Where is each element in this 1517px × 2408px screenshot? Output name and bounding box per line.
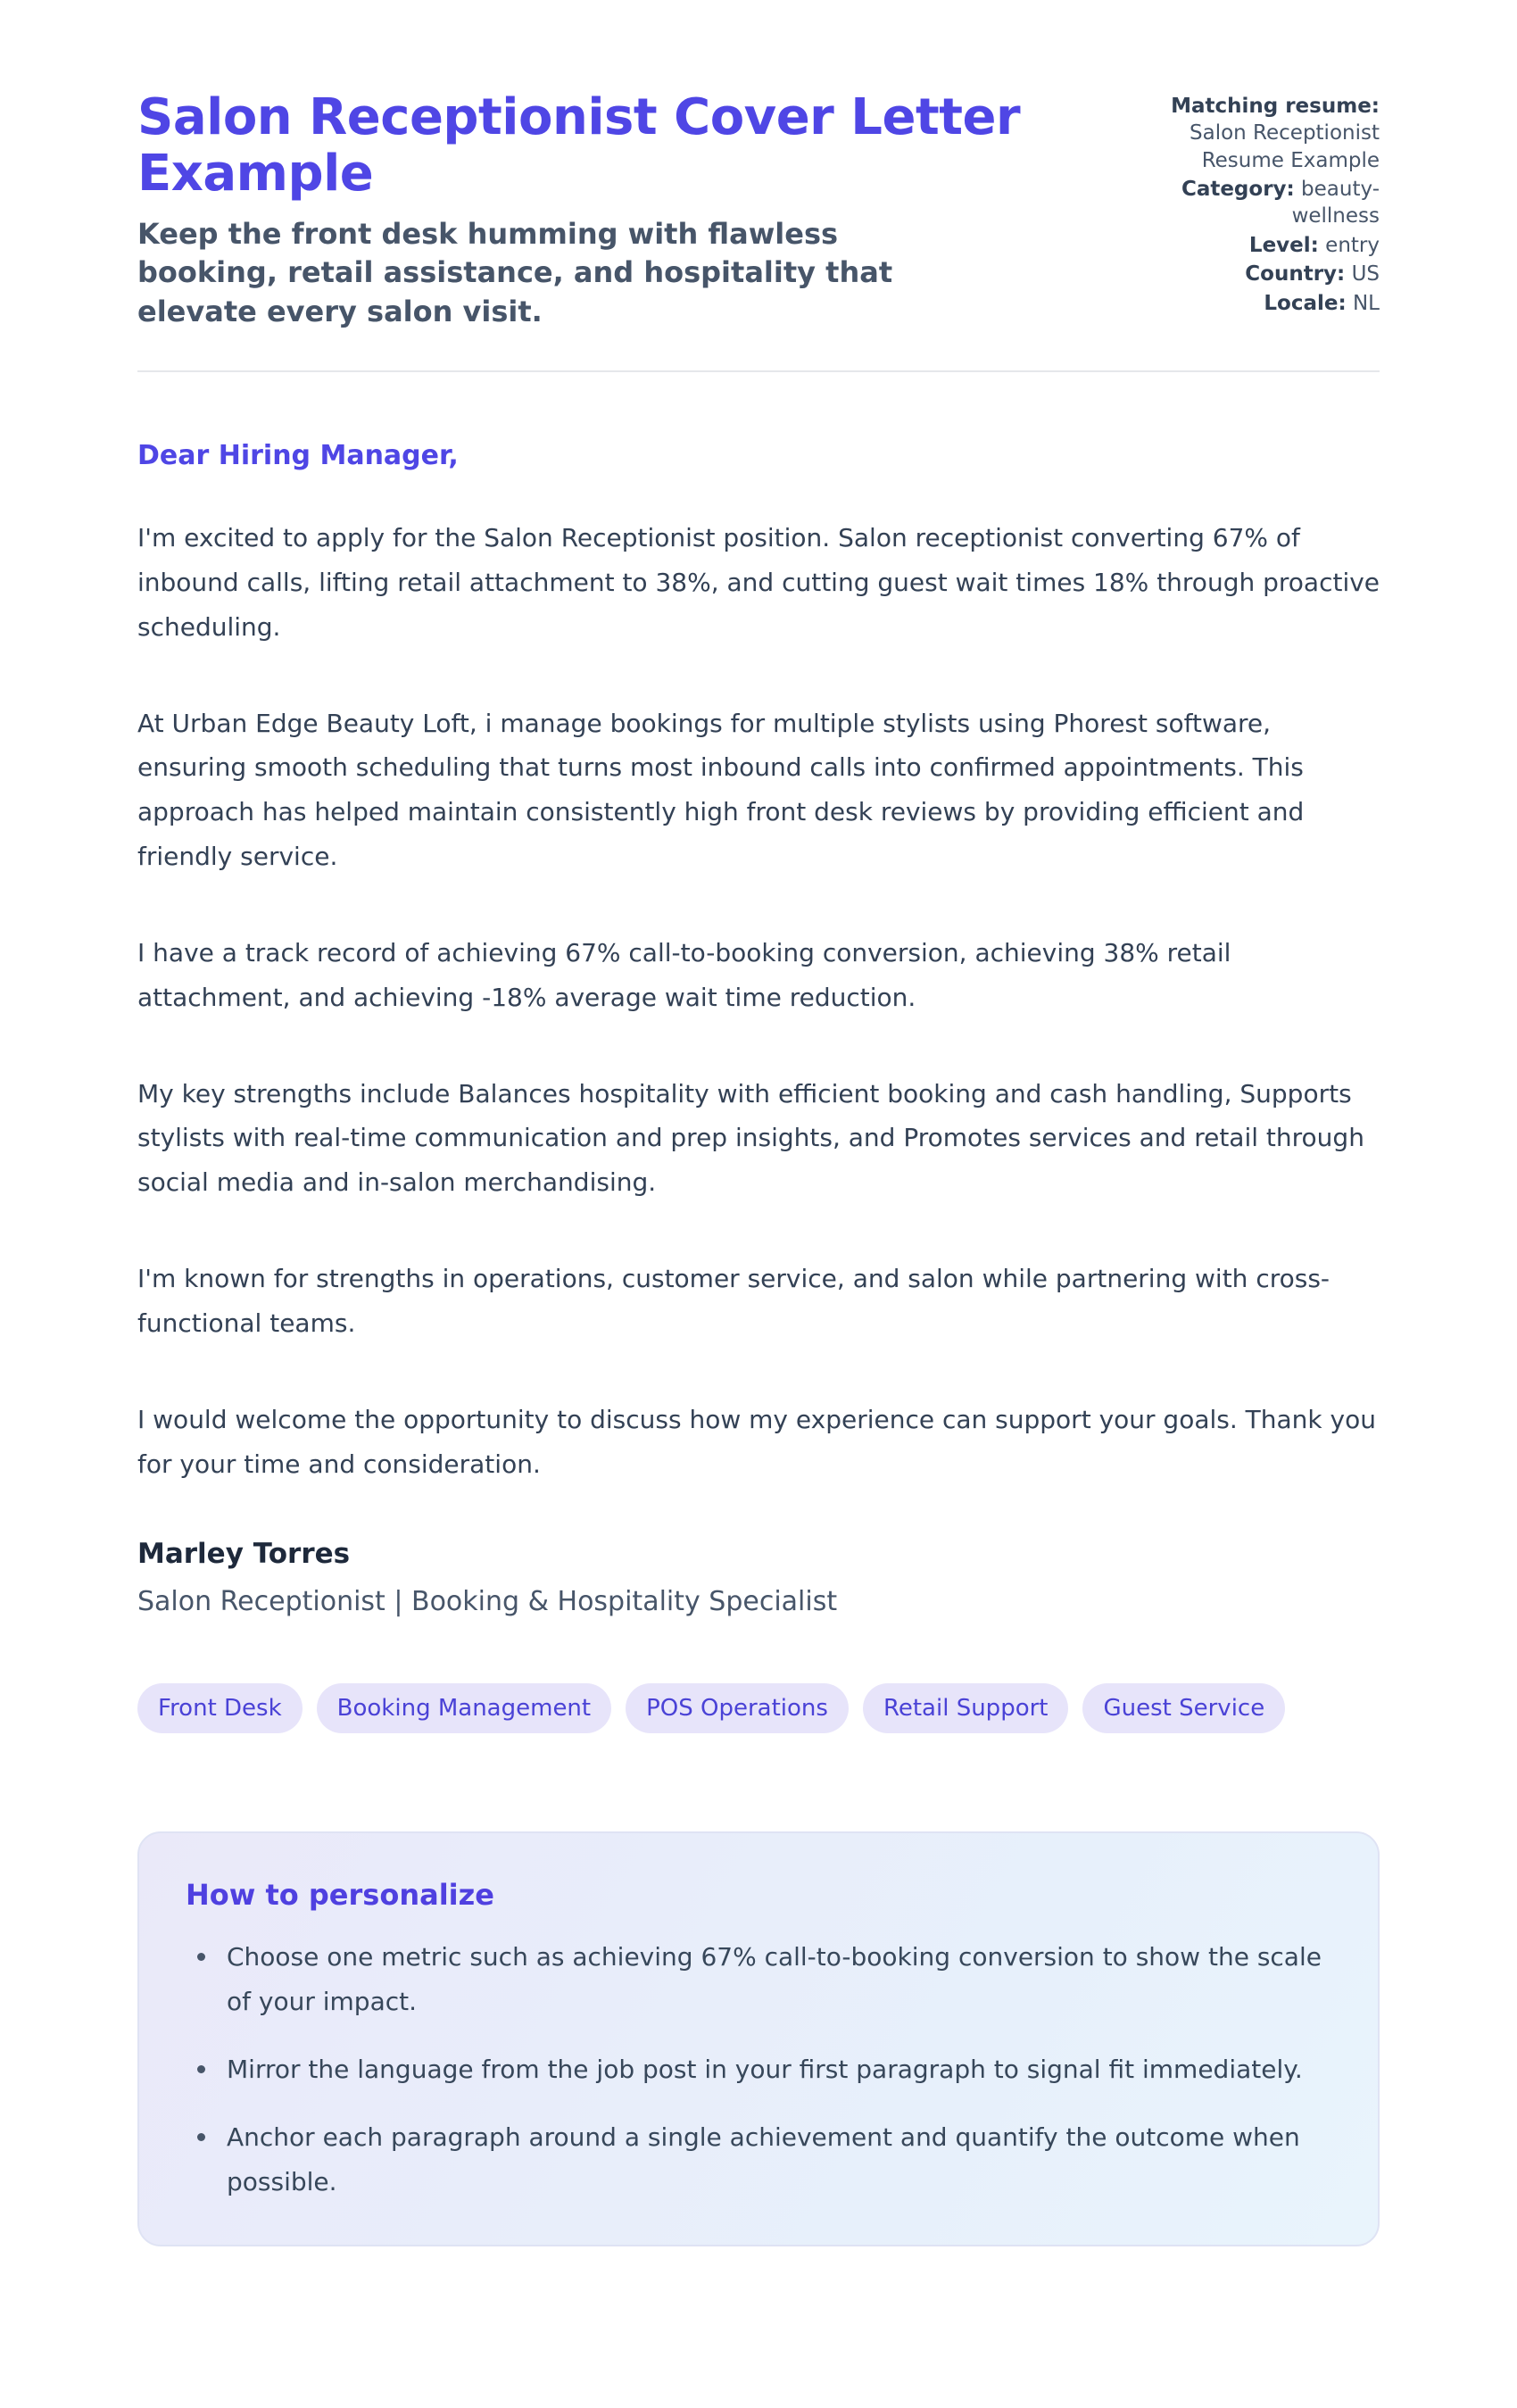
letter-paragraph: My key strengths include Balances hospitality with efficient booking and cash handling, Supports stylists with real-time communication and prep insights, and Promotes services and retail through social media and in-salon merchandising. xyxy=(137,1078,1364,1198)
meta-row xyxy=(1146,93,1380,174)
letter-paragraph: At Urban Edge Beauty Loft, i manage bookings for multiple stylists using Phorest software, ensuring smooth scheduling that turns most inbound calls into confirmed appointments. This approach has helped maintain consistently high front desk reviews by providing efficient and friendly service. xyxy=(137,708,1305,872)
meta-row xyxy=(1146,290,1380,317)
skill-tag: Booking Management xyxy=(317,1683,611,1733)
skill-tags xyxy=(137,1683,1380,1733)
personalize-tip: Choose one metric such as achieving 67% call-to-booking conversion to show the scale of your impact. xyxy=(186,1935,1331,2024)
personalize-tip-list xyxy=(186,1935,1331,2204)
page-subtitle: Keep the front desk humming with flawless booking, retail assistance, and hospitality that elevate every salon visit. xyxy=(137,216,893,328)
meta-panel xyxy=(1146,86,1380,319)
meta-label: Category: xyxy=(1181,178,1295,202)
meta-value: US xyxy=(1351,262,1380,286)
header-text-block xyxy=(137,86,1101,331)
meta-label: Locale: xyxy=(1264,291,1347,315)
skill-tag: Front Desk xyxy=(137,1683,303,1733)
signature-title: Salon Receptionist | Booking & Hospitality Specialist xyxy=(137,1586,838,1618)
meta-value: NL xyxy=(1352,291,1380,315)
letter-paragraph: I'm known for strengths in operations, customer service, and salon while partnering with cross-functional teams. xyxy=(137,1264,1330,1338)
skill-tag: Guest Service xyxy=(1082,1683,1285,1733)
meta-value: entry xyxy=(1325,233,1380,257)
signature-name: Marley Torres xyxy=(137,1538,351,1571)
letter-paragraph: I'm excited to apply for the Salon Receptionist position. Salon receptionist converting 67% of inbound calls, lifting retail attachment to 38%, and cutting guest wait times 18% through proactive scheduling. xyxy=(137,523,1380,642)
personalize-heading: How to personalize xyxy=(186,1878,494,1913)
cover-letter-body xyxy=(137,440,1380,1617)
meta-label: Level: xyxy=(1248,233,1319,257)
meta-label: Matching resume: xyxy=(1171,95,1380,118)
meta-label: Country: xyxy=(1245,262,1346,286)
header xyxy=(137,86,1380,331)
meta-value: Salon Receptionist Resume Example xyxy=(1190,121,1380,172)
skill-tag: Retail Support xyxy=(863,1683,1069,1733)
greeting: Dear Hiring Manager, xyxy=(137,440,459,472)
skill-tag: POS Operations xyxy=(626,1683,849,1733)
personalize-card xyxy=(137,1831,1380,2246)
personalize-tip: Mirror the language from the job post in your first paragraph to signal fit immediately. xyxy=(186,2047,1331,2092)
meta-value: beauty-wellness xyxy=(1291,178,1380,228)
personalize-tip: Anchor each paragraph around a single achievement and quantify the outcome when possible. xyxy=(186,2115,1331,2205)
letter-paragraph: I have a track record of achieving 67% call-to-booking conversion, achieving 38% retail attachment, and achieving -18% average wait time reduction. xyxy=(137,937,1231,1012)
page-title: Salon Receptionist Cover Letter Example xyxy=(137,88,1021,203)
meta-row xyxy=(1146,232,1380,259)
meta-row xyxy=(1146,261,1380,287)
header-divider xyxy=(137,370,1380,372)
letter-paragraph: I would welcome the opportunity to discuss how my experience can support your goals. Thank you for your time and consideration. xyxy=(137,1404,1376,1479)
meta-row xyxy=(1146,176,1380,230)
